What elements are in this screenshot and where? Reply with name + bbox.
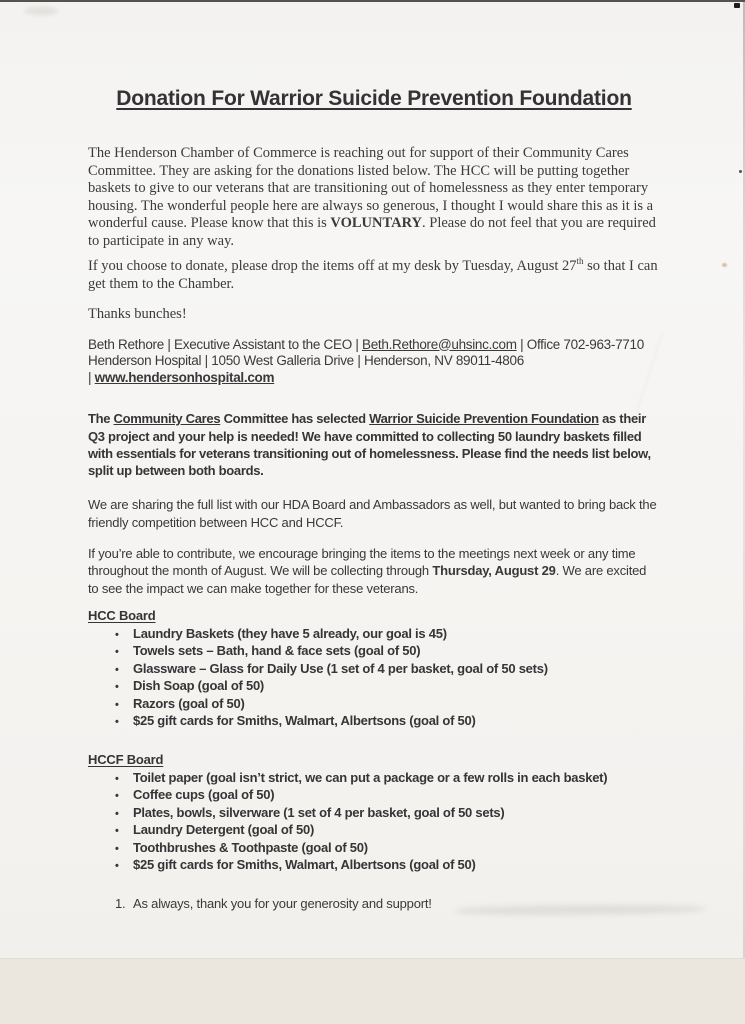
list-item-text: Plates, bowls, silverware (1 set of 4 per basket, goal of 50 sets) [133,804,505,820]
list-item-text: $25 gift cards for Smiths, Walmart, Albertsons (goal of 50) [133,857,476,873]
bullet-icon: • [115,842,119,855]
announcement-text-1: The [88,411,114,427]
foundation-link-text: Warrior Suicide Prevention Foundation [369,411,599,427]
intro-text-start: The Henderson Chamber of Commerce is reaching out for support of their Community Cares Committee. They are asking for the donations listed below. The HCC will be putting together baskets to give to our veterans that are transitioning out of homelessness as they enter temporary housing. The wonderful people here are always so generous, I thought I would share this as it is a wonderful cause. Please know that this is [88,145,654,231]
ordinal-superscript: th [576,256,584,267]
bullet-icon: • [115,646,119,659]
list-item-text: Toothbrushes & Toothpaste (goal of 50) [133,839,368,855]
list-item [115,696,660,714]
page-title: Donation For Warrior Suicide Prevention Foundation [116,87,632,110]
hcc-board-list [88,626,660,731]
hcc-board-heading: HCC Board [88,607,156,623]
closing-number: 1. [115,895,126,911]
bullet-icon: • [115,663,119,676]
list-item-text: Toilet paper (goal isn’t strict, we can put a package or a few rolls in each basket) [133,769,608,785]
list-item-text: $25 gift cards for Smiths, Walmart, Albertsons (goal of 50) [133,713,476,729]
hccf-board-list [88,770,660,875]
dropoff-text-start: If you choose to donate, please drop the items off at my desk by Tuesday, August 27 [88,258,577,274]
list-item [115,840,660,858]
bullet-icon: • [115,860,119,873]
list-item-text: Towels sets – Bath, hand & face sets (goal of 50) [133,643,421,659]
collecting-text-end: . We are excited to see the impact we can make together for these veterans. [88,563,647,596]
signature-line-3 [88,370,660,387]
list-item [115,822,660,840]
announcement-text-3: as their Q3 project and your help is needed! We have committed to collecting 50 laundry baskets filled with essentials for veterans transitioning out of homelessness. Please find the needs list below, split up between both boards. [88,411,651,479]
signature-line3-prefix: | [88,369,95,385]
paper-stain-artifact [722,263,727,267]
voluntary-emphasis: VOLUNTARY [330,215,422,231]
signature-line-2: Henderson Hospital | 1050 West Galleria Drive | Henderson, NV 89011-4806 [88,353,524,369]
hda-board-paragraph: We are sharing the full list with our HDA Board and Ambassadors as well, but wanted to bring back the friendly competition between HCC and HCCF. [88,497,657,530]
list-item [115,626,660,644]
list-item-text: Laundry Detergent (goal of 50) [133,822,315,838]
bullet-icon: • [115,772,119,785]
list-item-text: Razors (goal of 50) [133,695,245,711]
bullet-icon: • [115,807,119,820]
scan-corner-speck-artifact [734,3,740,8]
signature-line-1 [88,337,660,354]
scanner-bed [0,958,745,1024]
closing-text: As always, thank you for your generosity and support! [133,895,432,911]
bullet-icon: • [115,790,119,803]
list-item-text: Glassware – Glass for Daily Use (1 set of 4 per basket, goal of 50 sets) [133,660,548,676]
list-item [115,643,660,661]
bullet-icon: • [115,716,119,729]
list-item [115,661,660,679]
thanks-line: Thanks bunches! [88,306,187,322]
hccf-board-heading: HCCF Board [88,751,164,767]
committee-announcement-paragraph [88,410,660,479]
bullet-icon: • [115,698,119,711]
list-item-text: Laundry Baskets (they have 5 already, our goal is 45) [133,625,447,641]
list-item-text: Coffee cups (goal of 50) [133,787,275,803]
bullet-icon: • [115,628,119,641]
list-item [115,713,660,731]
intro-paragraph [88,145,660,250]
dropoff-text-end: so that I can get them to the Chamber. [88,258,658,292]
dropoff-paragraph [88,258,660,293]
bullet-icon: • [115,825,119,838]
email-link-text: Beth.Rethore@uhsinc.com [362,336,517,352]
list-item [115,787,660,805]
bullet-icon: • [115,681,119,694]
website-link-text: www.hendersonhospital.com [94,369,275,385]
community-cares-link-text: Community Cares [113,411,221,427]
intro-text-end: . Please do not feel that you are required to participate in any way. [88,215,656,249]
signature-name-title: Beth Rethore | Executive Assistant to the CEO | [88,336,363,352]
scan-dot-artifact [739,170,742,173]
deadline-emphasis: Thursday, August 29 [432,563,556,579]
list-item [115,857,660,875]
list-item-text: Dish Soap (goal of 50) [133,678,265,694]
signature-office-phone: | Office 702-963-7710 [516,336,644,352]
signature-block [88,337,660,387]
collection-deadline-paragraph [88,545,660,597]
scan-top-edge-artifact [0,0,745,2]
pencil-smudge-artifact [24,7,58,15]
list-item [115,770,660,788]
collecting-text-start: If you’re able to contribute, we encourage bringing the items to the meetings next week or any time throughout the month of August. We will be collecting through [88,546,636,579]
announcement-text-2: Committee has selected [220,411,370,427]
list-item [115,805,660,823]
list-item [115,678,660,696]
